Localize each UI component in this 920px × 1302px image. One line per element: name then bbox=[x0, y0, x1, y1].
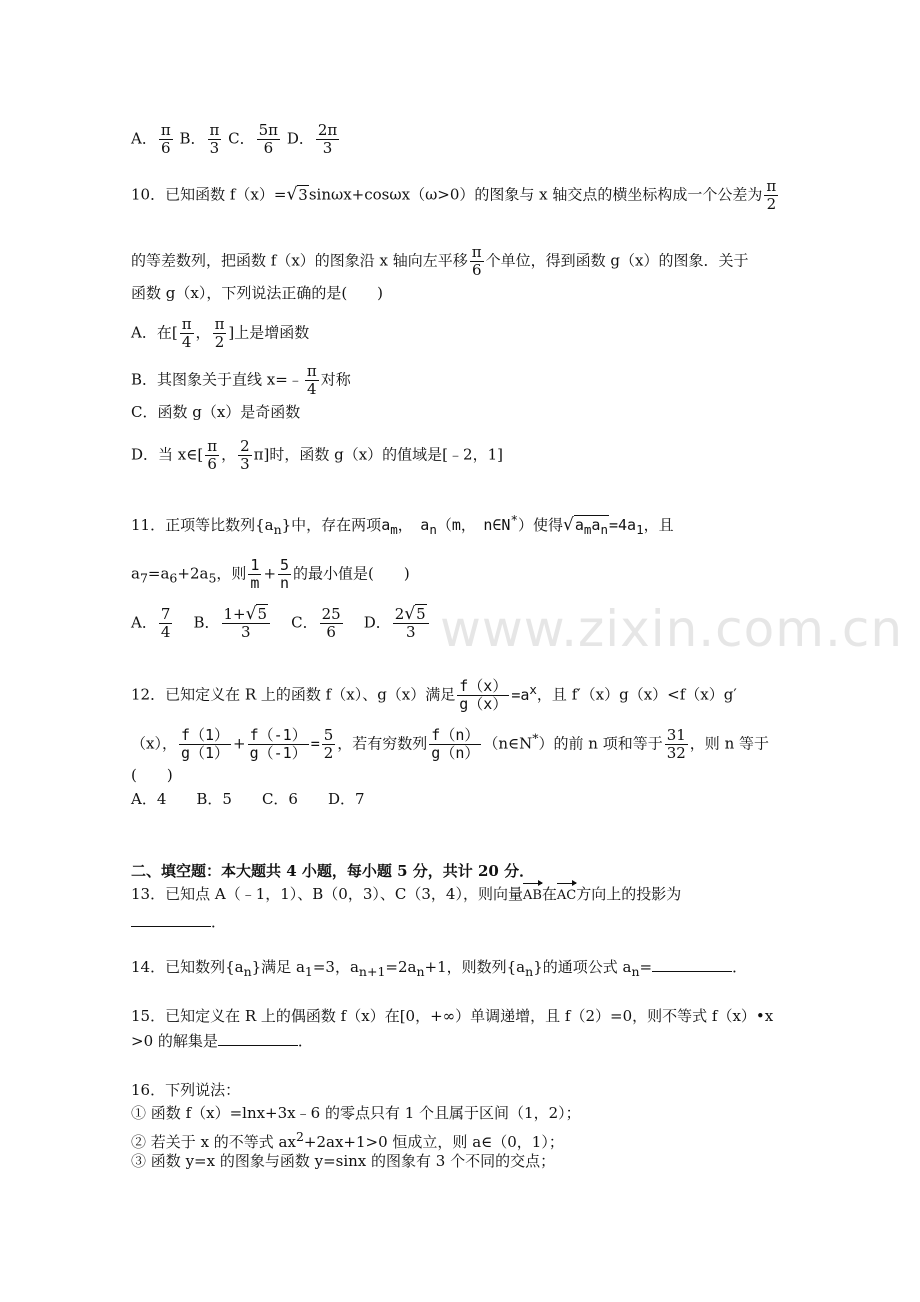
q10-line-2: 的等差数列，把函数 f（x）的图象沿 x 轴向左平移 $\frac{\pi}{6}$ 个单位，得到函数 g（x）的图象．关于 bbox=[131, 243, 749, 279]
q10-option-d: D．当 x∈[ $\frac{\pi}{6}$ ， $\frac{2}{3}$ π]时，函数 g（x）的值域是[﹣2，1] bbox=[131, 437, 503, 473]
circled-number: ③ bbox=[131, 1152, 147, 1170]
q15-line-2: >0 的解集是 ． bbox=[131, 1032, 313, 1050]
q10-option-c: C．函数 g（x）是奇函数 bbox=[131, 403, 301, 421]
q15-answer-blank[interactable] bbox=[218, 1031, 298, 1046]
q9-option-c-label: C． bbox=[228, 129, 255, 148]
q10-line-1: 10．已知函数 f（x）=√3sinωx+cosωx（ω>0）的图象与 x 轴交点的横坐标构成一个公差为 $\frac{\pi}{2}$ bbox=[131, 177, 777, 213]
q11-line-2: $a_7=a_6+2a_5$，则 $\frac{1}{m}$ + $\frac{5}{n}$ 的最小值是( ) bbox=[131, 556, 410, 592]
q10-line-3: 函数 g（x），下列说法正确的是( ) bbox=[131, 284, 384, 302]
q9-option-c-fraction: $\frac{5\pi}{6}$ bbox=[258, 121, 279, 157]
q12-line-2: （x）， $\frac{f(1)}{g(1)}$ + $\frac{f(-1)}{g(-1)}$ = $\frac{5}{2}$ ，若有穷数列 $\frac{f(n)}{g(n)}$ （n∈N*）的前 n 项和等于 $\frac{31}{32}$ ，则 n 等于 bbox=[131, 726, 769, 762]
q9-option-d-label: D． bbox=[286, 129, 314, 148]
q14-answer-blank[interactable] bbox=[652, 957, 732, 972]
q9-option-b-fraction: $\frac{\pi}{3}$ bbox=[209, 121, 220, 157]
vector-ab: AB bbox=[523, 886, 542, 906]
q9-options bbox=[131, 122, 341, 157]
q9-option-b-label: B． bbox=[179, 129, 206, 148]
q15-line-1: 15．已知定义在 R 上的偶函数 f（x）在[0，+∞）单调递增，且 f（2）=0，则不等式 f（x）•x bbox=[131, 1007, 774, 1025]
q13-line-2: ． bbox=[131, 912, 226, 932]
q14: 14．已知数列$\{a_n\}$满足 $a_1=3$，$a_{n+1}=2a_n+1$，则数列$\{a_n\}$的通项公式 $a_n=$ ． bbox=[131, 958, 748, 979]
q13-line-1: 13．已知点 A（﹣1，1）、B（0，3）、C（3，4），则向量AB在AC方向上的投影为 bbox=[131, 884, 681, 906]
q12-line-1: 12．已知定义在 R 上的函数 f（x）、g（x）满足 $\frac{f(x)}{g(x)}$ $=a^x$，且 f′（x）g（x）<f（x）g′ bbox=[131, 677, 737, 713]
q13-answer-blank[interactable] bbox=[131, 912, 211, 927]
q9-option-a-label: A． bbox=[131, 129, 157, 148]
section-title: 二、填空题：本大题共 4 小题，每小题 5 分，共计 20 分． bbox=[131, 862, 535, 880]
q9-option-d-fraction: $\frac{2\pi}{3}$ bbox=[317, 121, 338, 157]
q12-options: A．4 B．5 C．6 D．7 bbox=[131, 790, 365, 808]
circled-number: ② bbox=[131, 1133, 147, 1151]
q16-item-3: ③ 函数 y=x 的图象与函数 y=sinx 的图象有 3 个不同的交点； bbox=[131, 1152, 556, 1170]
q16-item-1: ① 函数 f（x）=lnx+3x﹣6 的零点只有 1 个且属于区间（1，2）； bbox=[131, 1104, 581, 1122]
q16-title: 16．下列说法： bbox=[131, 1081, 241, 1099]
q16-item-2: ② 若关于 x 的不等式 $ax^2+2ax+1>0$ 恒成立，则 a∈（0，1）； bbox=[131, 1129, 564, 1151]
watermark: www.zixin.com.cn bbox=[440, 600, 904, 658]
q10-option-a: A．在[ $\frac{\pi}{4}$ ， $\frac{\pi}{2}$ ]上是增函数 bbox=[131, 315, 310, 351]
circled-number: ① bbox=[131, 1104, 147, 1122]
q12-line-3: ( ) bbox=[131, 766, 173, 784]
q11-options: A． $\frac{7}{4}$ B． $\frac{1+√5}{3}$ C． $\frac{25}{6}$ D． $\frac{2√5}{3}$ bbox=[131, 606, 431, 641]
q11-line-1: 11．正项等比数列$\{a_n\}$中，存在两项$a_m$， $a_n(m$， n∈N*）使得$√a_ma_n=4a_1$，且 bbox=[131, 512, 674, 537]
q10-option-b: B．其图象关于直线 x=﹣ $\frac{\pi}{4}$ 对称 bbox=[131, 362, 351, 398]
vector-ac: AC bbox=[557, 886, 576, 906]
q9-option-a-fraction: $\frac{\pi}{6}$ bbox=[160, 121, 171, 157]
